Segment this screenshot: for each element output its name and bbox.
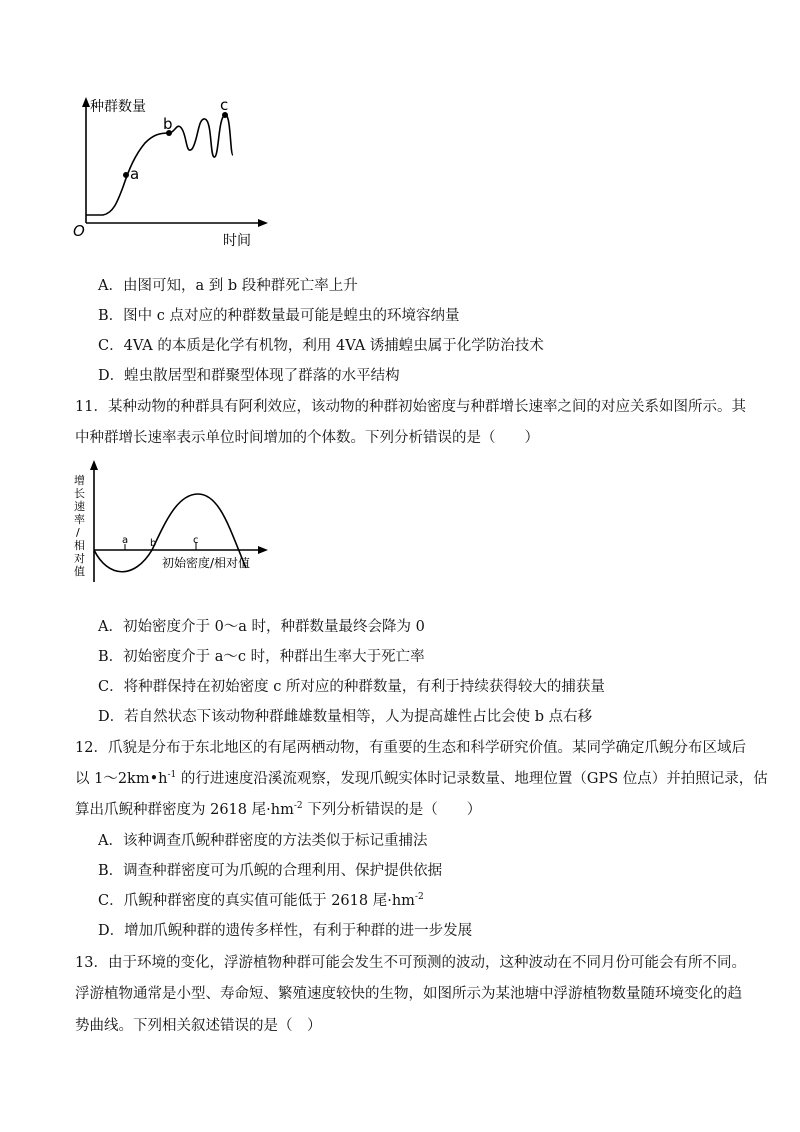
q13-stem-line1: 13．由于环境的变化，浮游植物种群可能会发生不可预测的波动，这种波动在不同月份可能会有所不同。 [75,955,746,971]
point-a-marker [123,172,129,178]
q12-line3-part2: 下列分析错误的是（ ） [302,802,482,818]
point-b-label: b [163,115,173,133]
point-b-label: b [150,538,157,549]
q12-option-c-sup: -2 [414,892,424,903]
q13-stem-line3: 势曲线。下列相关叙述错误的是（ ） [75,1018,322,1034]
point-a-label: a [130,165,140,183]
q11-option-a: A．初始密度介于 0～a 时，种群数量最终会降为 0 [98,619,425,635]
q11-option-c: C．将种群保持在初始密度 c 所对应的种群数量，有利于持续获得较大的捕获量 [98,679,605,695]
q12-line2-part1: 以 1～2km•h [75,771,168,787]
q10-option-a: A．由图可知，a 到 b 段种群死亡率上升 [98,278,358,294]
q12-line2-part2: 的行进速度沿溪流观察，发现爪鲵实体时记录数量、地理位置（GPS 位点）并拍照记录，估 [176,771,768,787]
x-axis-label: 初始密度/相对值 [162,556,251,570]
y-label-char: 速 [74,500,85,513]
x-axis-arrow [258,546,268,554]
x-axis-label: 时间 [223,233,251,249]
q12-option-b: B．调查种群密度可为爪鲵的合理利用、保护提供依据 [98,863,443,879]
y-axis-arrow [90,460,98,470]
q12-stem-line2 [75,769,768,789]
q10-option-b: B．图中 c 点对应的种群数量最可能是蝗虫的环境容纳量 [98,308,460,324]
q11-option-d: D．若自然状态下该动物种群雌雄数量相等，人为提高雄性占比会使 b 点右移 [98,709,593,725]
q11-option-b: B．初始密度介于 a～c 时，种群出生率大于死亡率 [98,649,425,665]
y-label-char: 值 [74,565,85,578]
q12-stem-line1: 12．爪貌是分布于东北地区的有尾两栖动物，有重要的生态和科学研究价值。某同学确定爪鲵分布区域后 [75,740,746,756]
q10-option-c: C．4VA 的本质是化学有机物，利用 4VA 诱捕蝗虫属于化学防治技术 [98,338,544,354]
q12-option-c-text: C．爪鲵种群密度的真实值可能低于 2618 尾·hm [98,893,415,909]
point-a-label: a [122,535,129,546]
y-axis-arrow [82,97,90,107]
y-axis-label: 种群数量 [90,99,146,115]
x-axis-arrow [258,219,268,227]
q12-option-d: D．增加爪鲵种群的遗传多样性，有利于种群的进一步发展 [98,923,473,939]
origin-label: O [73,222,85,240]
y-label-char: 对 [74,552,85,565]
y-label-char: 相 [74,539,85,552]
point-c-label: c [193,535,199,546]
q12-line2-sup: -1 [167,770,177,781]
y-label-char: 增 [74,474,85,487]
q10-option-d: D．蝗虫散居型和群聚型体现了群落的水平结构 [98,368,400,384]
q11-stem-line2: 中种群增长速率表示单位时间增加的个体数。下列分析错误的是（ ） [75,430,539,446]
population-curve [86,115,233,215]
q12-option-a: A．该种调查爪鲵种群密度的方法类似于标记重捕法 [98,833,428,849]
allee-effect-figure [70,458,270,588]
q12-line3-part1: 算出爪鲵种群密度为 2618 尾·hm [75,802,294,818]
population-growth-figure [65,95,265,255]
q12-line3-sup: -2 [293,801,303,812]
y-label-char: 长 [74,487,85,500]
q12-option-c [98,891,424,911]
y-label-char: / [76,526,80,539]
point-c-label: c [220,96,229,114]
y-label-char: 率 [74,513,85,526]
q11-stem-line1: 11．某种动物的种群具有阿利效应，该动物的种群初始密度与种群增长速率之间的对应关系如图所示。其 [75,399,746,415]
q13-stem-line2: 浮游植物通常是小型、寿命短、繁殖速度较快的生物，如图所示为某池塘中浮游植物数量随环境变化的趋 [75,986,742,1002]
q12-stem-line3 [75,800,725,820]
